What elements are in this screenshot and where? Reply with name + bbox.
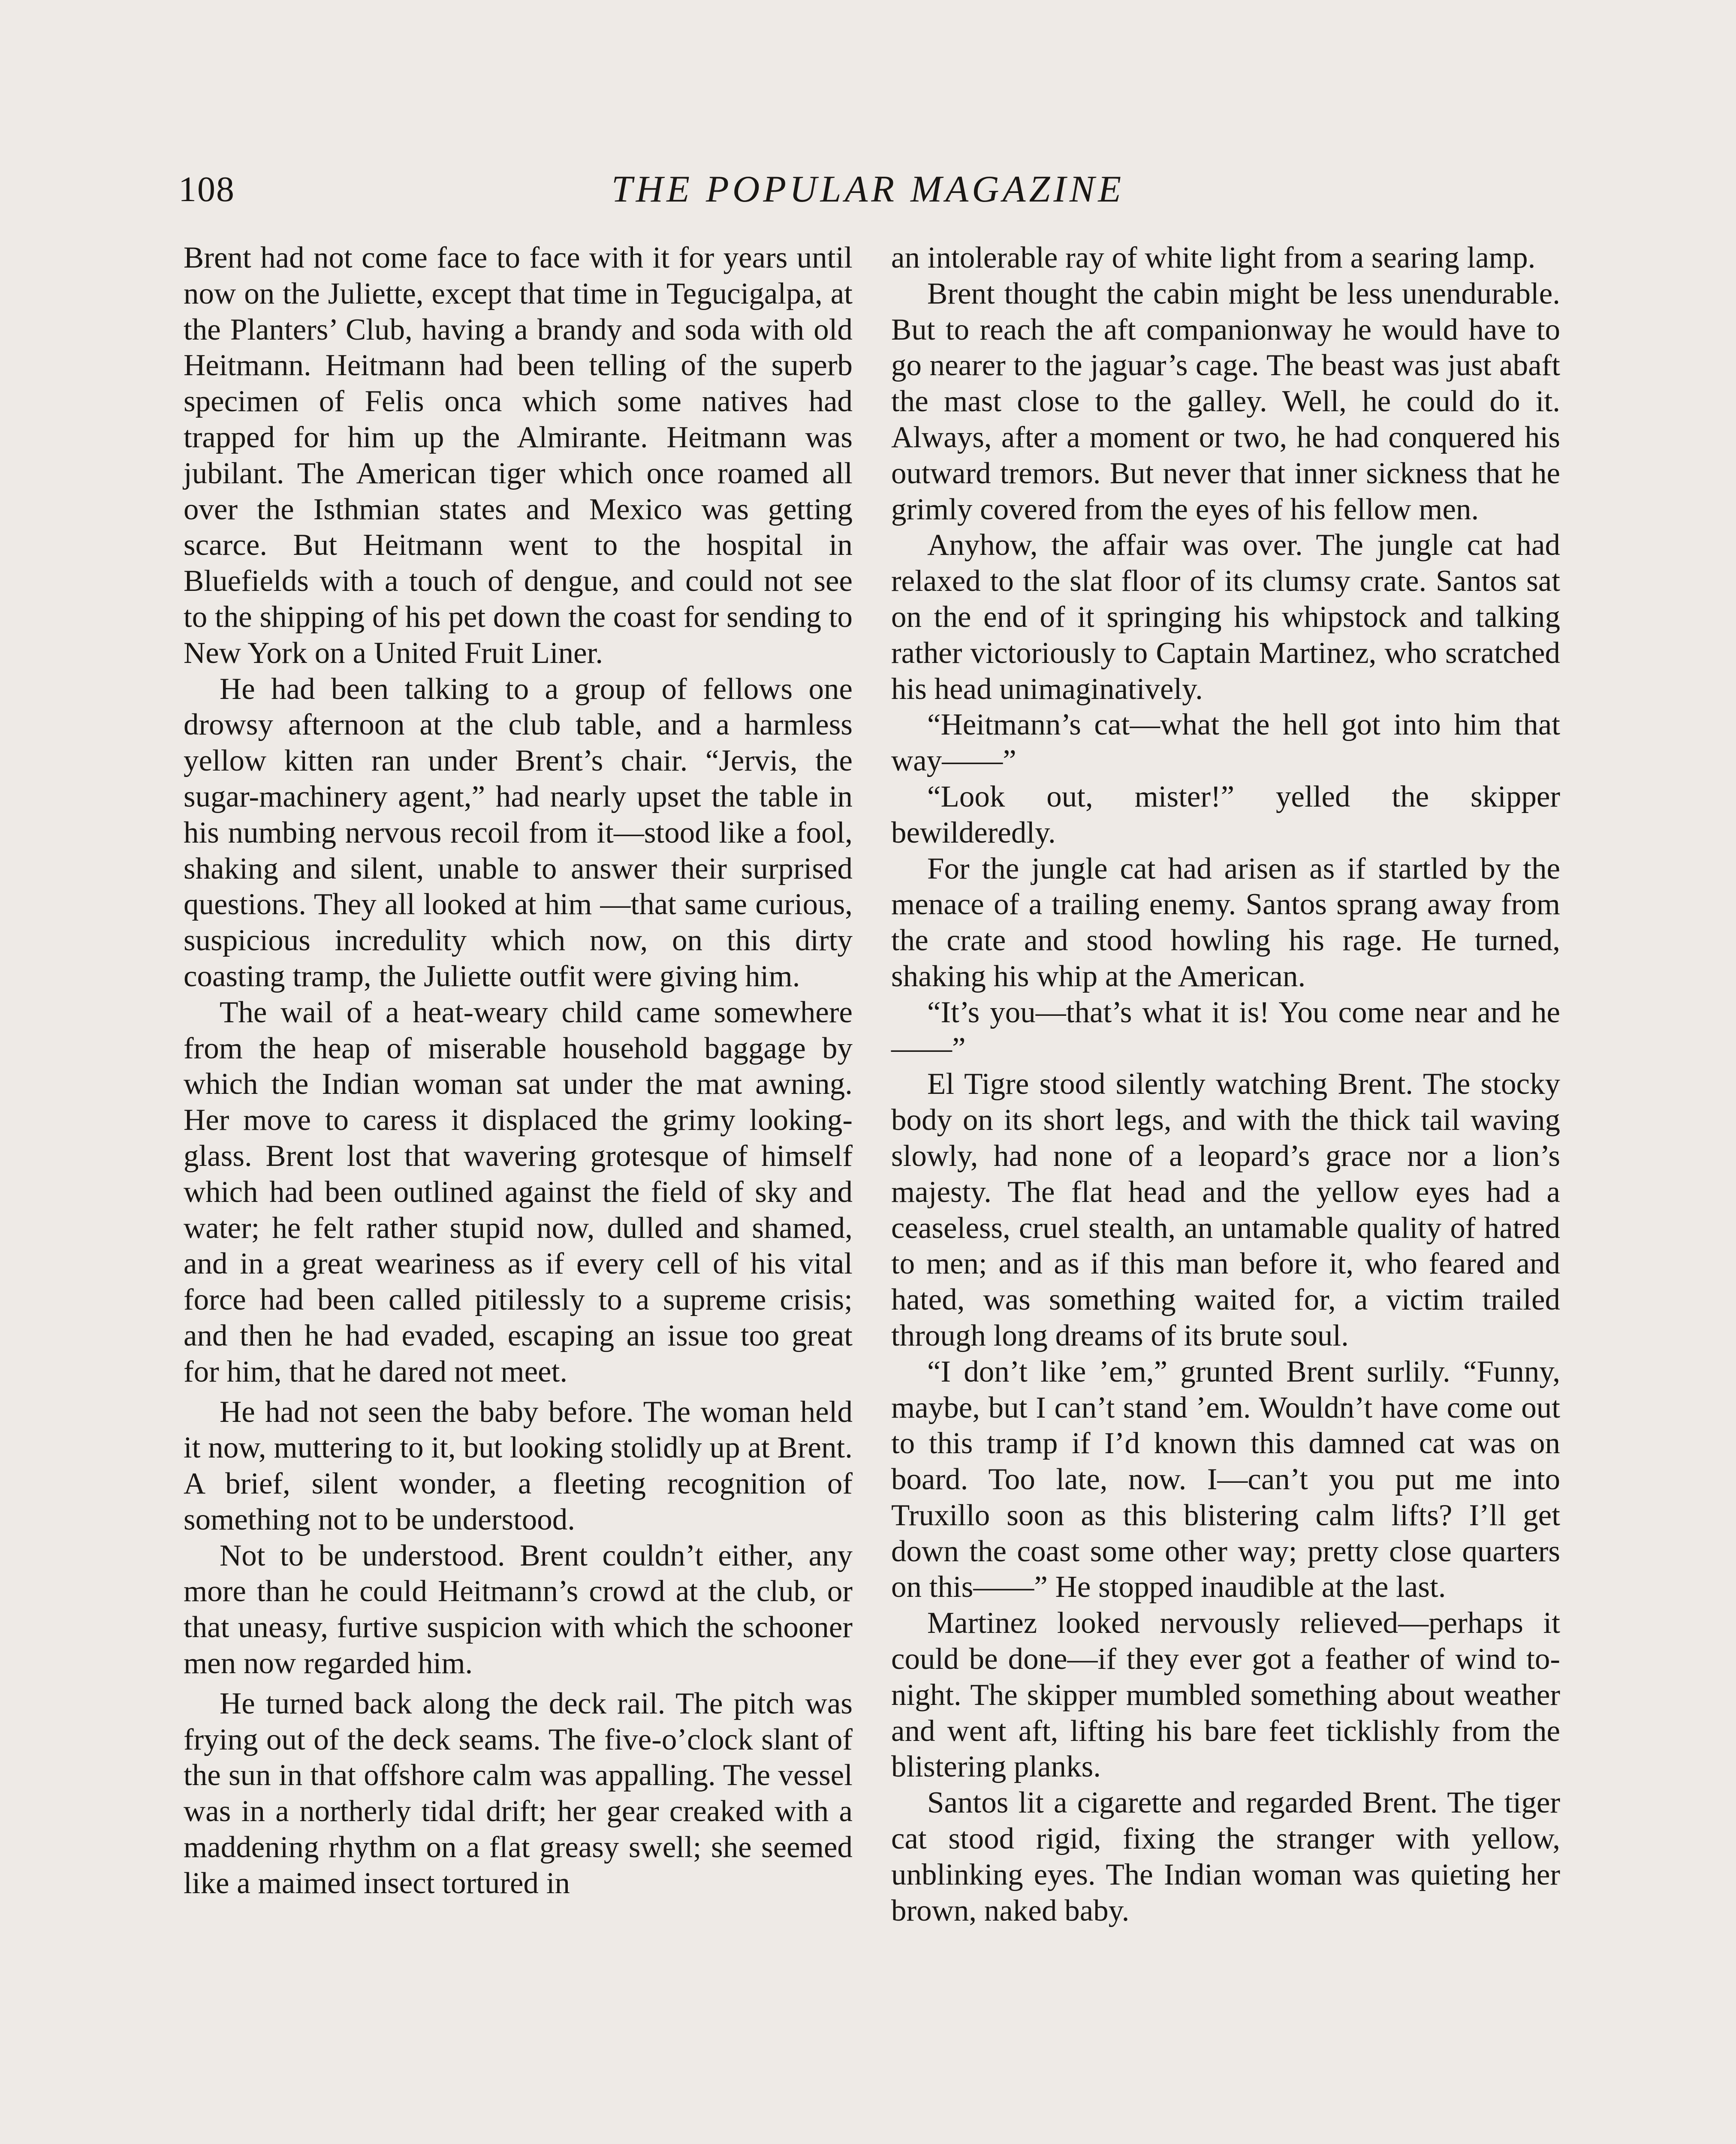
running-header — [170, 160, 1566, 224]
paragraph: Santos lit a cigarette and regarded Brent. The tiger cat stood rigid, fixing the stranger with yellow, unblinking eyes. The Indian woman was quieting her brown, naked baby. — [891, 1786, 1560, 1927]
paragraph: The wail of a heat-weary child came somewhere from the heap of miserable household baggage by which the Indian woman sat under the mat awning. Her move to caress it displaced the grimy looking-glass. Brent lost that wavering grotesque of himself which had been outlined against the field of sky and water; he felt rather stupid now, dulled and shamed, and in a great weariness as if every cell of his vital force had been called pitilessly to a supreme crisis; and then he had evaded, escaping an issue too great for him, that he dared not meet. — [184, 995, 853, 1388]
left-column — [184, 240, 853, 1902]
paragraph: “I don’t like ’em,” grunted Brent surlily. “Funny, maybe, but I can’t stand ’em. Wouldn’t have come out to this tramp if I’d known this damned cat was on board. Too late, now. I—can’t you put me into Truxillo soon as this blistering calm lifts? I’ll get down the coast some other way; pretty close quarters on this——” He stopped inaudible at the last. — [891, 1355, 1560, 1604]
paragraph: Brent had not come face to face with it for years until now on the Juliette, except that time in Tegucigalpa, at the Planters’ Club, having a brandy and soda with old Heitmann. Heitmann had been telling of the superb specimen of Felis onca which some natives had trapped for him up the Almirante. Heitmann was jubilant. The American tiger which once roamed all over the Isthmian states and Mexico was getting scarce. But Heitmann went to the hospital in Bluefields with a touch of dengue, and could not see to the shipping of his pet down the coast for sending to New York on a United Fruit Liner. — [184, 241, 853, 670]
paragraph: He turned back along the deck rail. The pitch was frying out of the deck seams. The five-o’clock slant of the sun in that offshore calm was appalling. The vessel was in a northerly tidal drift; her gear creaked with a maddening rhythm on a flat greasy swell; she seemed like a maimed insect tortured in — [184, 1686, 853, 1900]
paragraph: He had not seen the baby before. The woman held it now, muttering to it, but looking stolidly up at Brent. A brief, silent wonder, a fleeting recognition of something not to be understood. — [184, 1395, 853, 1536]
paragraph: Anyhow, the affair was over. The jungle cat had relaxed to the slat floor of its clumsy crate. Santos sat on the end of it springing his whipstock and talking rather victoriously to Captain Martinez, who scratched his head unimaginatively. — [891, 528, 1560, 706]
paragraph: “Look out, mister!” yelled the skipper bewilderedly. — [891, 780, 1560, 849]
paragraph: Brent thought the cabin might be less unendurable. But to reach the aft companionway he would have to go nearer to the jaguar’s cage. The beast was just abaft the mast close to the galley. Well, he could do it. Always, after a moment or two, he had conquered his outward tremors. But never that inner sickness that he grimly covered from the eyes of his fellow men. — [891, 277, 1560, 526]
paragraph: He had been talking to a group of fellows one drowsy afternoon at the club table, and a harmless yellow kitten ran under Brent’s chair. “Jervis, the sugar-machinery agent,” had nearly upset the table in his numbing nervous recoil from it—stood like a fool, shaking and silent, unable to answer their surprised questions. They all looked at him —that same curious, suspicious incredulity which now, on this dirty coasting tramp, the Juliette outfit were giving him. — [184, 672, 853, 993]
paragraph: For the jungle cat had arisen as if startled by the menace of a trailing enemy. Santos sprang away from the crate and stood howling his rage. He turned, shaking his whip at the American. — [891, 852, 1560, 993]
right-column — [891, 240, 1560, 1929]
paragraph: “Heitmann’s cat—what the hell got into him that way——” — [891, 708, 1560, 778]
paragraph: Martinez looked nervously relieved—perhaps it could be done—if they ever got a feather of wind to-night. The skipper mumbled something about weather and went aft, lifting his bare feet ticklishly from the blistering planks. — [891, 1606, 1560, 1784]
running-title: THE POPULAR MAGAZINE — [611, 169, 1125, 210]
paragraph: Not to be understood. Brent couldn’t either, any more than he could Heitmann’s crowd at the club, or that uneasy, furtive suspicion with which the schooner men now regarded him. — [184, 1539, 853, 1680]
paragraph: an intolerable ray of white light from a searing lamp. — [891, 241, 1536, 274]
paragraph: “It’s you—that’s what it is! You come near and he——” — [891, 995, 1560, 1065]
page-number: 108 — [178, 169, 235, 209]
paragraph: El Tigre stood silently watching Brent. The stocky body on its short legs, and with the thick tail waving slowly, had none of a leopard’s grace nor a lion’s majesty. The flat head and the yellow eyes had a ceaseless, cruel stealth, an untamable quality of hatred to men; and as if this man before it, who feared and hated, was something waited for, a victim trailed through long dreams of its brute soul. — [891, 1067, 1560, 1352]
